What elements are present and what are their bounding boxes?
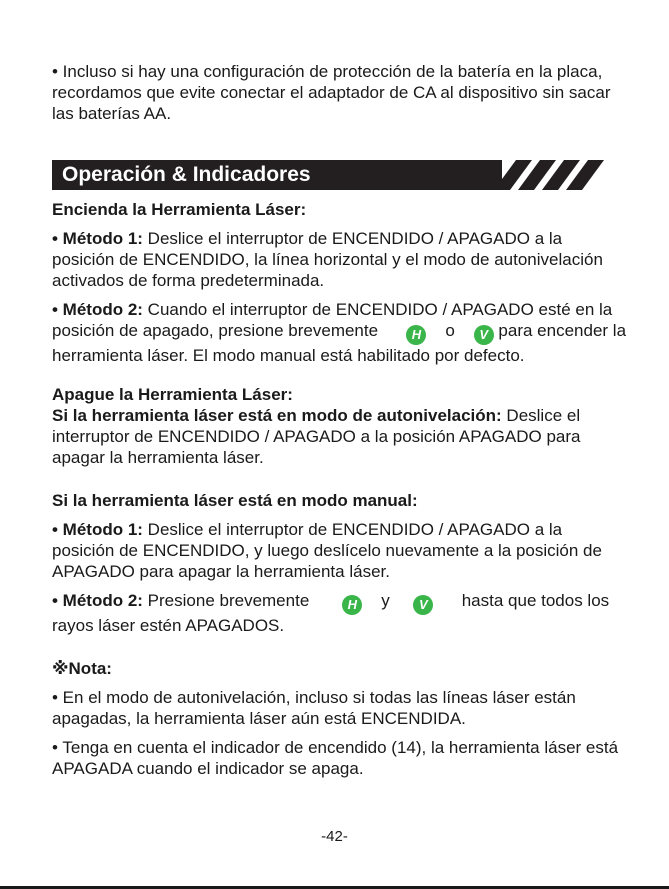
method-label: • Método 1: [52,229,143,248]
method-text: hasta que todos los rayos láser estén APAGADOS. [52,591,610,635]
note-item-2: • Tenga en cuenta el indicador de encendido (14), la herramienta láser está APAGADA cuando el indicador se apaga. [52,738,619,778]
method-text: para encender la herramienta láser. El modo manual está habilitado por defecto. [52,321,627,365]
turn-off-heading: Apague la Herramienta Láser: [52,385,293,404]
h-button-icon: H [406,325,426,345]
banner-stripes-decoration [494,160,604,190]
section-title: Operación & Indicadores [62,163,311,186]
method-text: Cuando el interruptor de ENCENDIDO / APAGADO esté en la posición de apagado, presione brevemente [52,300,613,340]
h-button-icon: H [342,595,362,615]
auto-mode-label: Si la herramienta láser está en modo de autonivelación: [52,406,502,425]
turn-on-method-2 [52,299,627,366]
method-label: • Método 2: [52,591,143,610]
or-word: o [445,321,455,340]
note-heading: ※Nota: [52,659,112,678]
v-button-icon: V [474,325,494,345]
method-text: Deslice el interruptor de ENCENDIDO / APAGADO a la posición de ENCENDIDO, y luego deslícelo nuevamente a la posición de APAGADO para apagar la herramienta láser. [52,520,602,581]
turn-off-auto-mode [52,405,627,468]
turn-off-method-2 [52,590,627,636]
method-label: • Método 2: [52,300,143,319]
section-banner [52,160,627,190]
auto-mode-text: Deslice el interruptor de ENCENDIDO / APAGADO a la posición APAGADO para apagar la herramienta láser. [52,406,581,467]
manual-mode-heading: Si la herramienta láser está en modo manual: [52,491,418,510]
page-content [52,61,627,779]
v-button-icon: V [413,595,433,615]
intro-paragraph: • Incluso si hay una configuración de protección de la batería en la placa, recordamos que evite conectar el adaptador de CA al dispositivo sin sacar las baterías AA. [52,62,611,123]
turn-on-method-1 [52,228,627,291]
page-number: -42- [321,828,348,845]
note-item-1: • En el modo de autonivelación, incluso si todas las líneas láser están apagadas, la herramienta láser aún está ENCENDIDA. [52,688,576,728]
and-word: y [381,591,390,610]
method-label: • Método 1: [52,520,143,539]
method-text: Deslice el interruptor de ENCENDIDO / APAGADO a la posición de ENCENDIDO, la línea horizontal y el modo de autonivelación activados de forma predeterminada. [52,229,603,290]
turn-off-method-1 [52,519,627,582]
turn-on-heading: Encienda la Herramienta Láser: [52,200,307,219]
method-text: Presione brevemente [142,591,314,610]
